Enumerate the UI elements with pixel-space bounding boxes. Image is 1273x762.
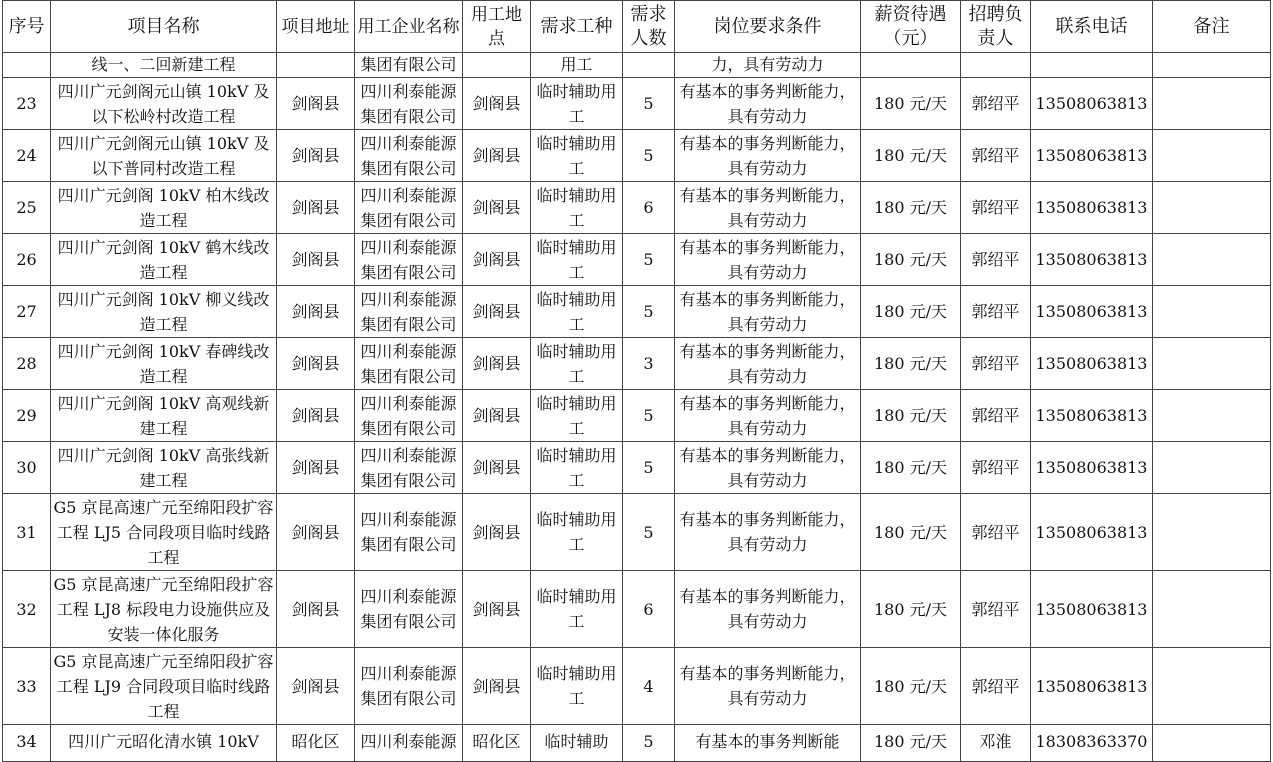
cell-no: 26 [3,234,51,286]
cell-salary: 180 元/天 [861,234,961,286]
cell-job: 临时辅助用工 [531,494,623,571]
cell-no: 25 [3,182,51,234]
header-project: 项目名称 [51,1,277,53]
cell-no: 34 [3,725,51,762]
cell-job: 临时辅助 [531,725,623,762]
cell-requirement: 有基本的事务判断能力，具有劳动力 [675,494,861,571]
header-job: 需求工种 [531,1,623,53]
cell-requirement: 有基本的事务判断能力，具有劳动力 [675,130,861,182]
table-row [3,130,1271,182]
cell-count: 6 [623,571,675,648]
cell-location: 剑阁县 [463,648,531,725]
cell-note [1153,53,1271,78]
cell-requirement: 有基本的事务判断能力，具有劳动力 [675,571,861,648]
cell-note [1153,338,1271,390]
cell-phone: 13508063813 [1031,571,1153,648]
cell-salary: 180 元/天 [861,494,961,571]
cell-note [1153,494,1271,571]
header-contact: 招聘负责人 [961,1,1031,53]
cell-project: 四川广元剑阁 10kV 高观线新建工程 [51,390,277,442]
table-row [3,78,1271,130]
cell-requirement: 力，具有劳动力 [675,53,861,78]
cell-project: G5 京昆高速广元至绵阳段扩容工程 LJ8 标段电力设施供应及安装一体化服务 [51,571,277,648]
cell-company: 四川利泰能源集团有限公司 [355,78,463,130]
cell-location: 昭化区 [463,725,531,762]
recruitment-table [2,0,1271,762]
cell-count [623,53,675,78]
cell-no: 23 [3,78,51,130]
cell-salary: 180 元/天 [861,130,961,182]
cell-project: 四川广元昭化清水镇 10kV [51,725,277,762]
cell-job: 临时辅助用工 [531,130,623,182]
cell-requirement: 有基本的事务判断能 [675,725,861,762]
header-no: 序号 [3,1,51,53]
cell-phone: 13508063813 [1031,648,1153,725]
cell-company: 四川利泰能源集团有限公司 [355,494,463,571]
cell-count: 5 [623,286,675,338]
cell-phone: 13508063813 [1031,338,1153,390]
table-row [3,494,1271,571]
cell-location: 剑阁县 [463,78,531,130]
cell-note [1153,78,1271,130]
cell-count: 3 [623,338,675,390]
header-location: 用工地点 [463,1,531,53]
cell-job: 用工 [531,53,623,78]
cell-no: 33 [3,648,51,725]
cell-project: 四川广元剑阁 10kV 高张线新建工程 [51,442,277,494]
cell-job: 临时辅助用工 [531,442,623,494]
table-row [3,442,1271,494]
cell-company: 四川利泰能源集团有限公司 [355,234,463,286]
cell-phone: 13508063813 [1031,78,1153,130]
cell-address: 剑阁县 [277,234,355,286]
cell-salary: 180 元/天 [861,182,961,234]
header-phone: 联系电话 [1031,1,1153,53]
cell-no: 27 [3,286,51,338]
cell-address: 剑阁县 [277,494,355,571]
cell-address: 剑阁县 [277,130,355,182]
cell-contact: 郭绍平 [961,234,1031,286]
cell-address: 剑阁县 [277,648,355,725]
cell-contact: 郭绍平 [961,78,1031,130]
cell-salary: 180 元/天 [861,571,961,648]
header-row [3,1,1271,53]
cell-project: 四川广元剑阁 10kV 柏木线改造工程 [51,182,277,234]
cell-contact: 郭绍平 [961,571,1031,648]
cell-count: 5 [623,390,675,442]
table-row [3,234,1271,286]
cell-location: 剑阁县 [463,182,531,234]
cell-project: 四川广元剑阁 10kV 鹤木线改造工程 [51,234,277,286]
cell-salary: 180 元/天 [861,442,961,494]
cell-company: 四川利泰能源集团有限公司 [355,390,463,442]
cell-contact: 郭绍平 [961,130,1031,182]
cell-company: 四川利泰能源集团有限公司 [355,442,463,494]
cell-contact: 郭绍平 [961,494,1031,571]
cell-contact: 郭绍平 [961,390,1031,442]
cell-company: 四川利泰能源 [355,725,463,762]
cell-project: G5 京昆高速广元至绵阳段扩容工程 LJ5 合同段项目临时线路工程 [51,494,277,571]
table-row-partial [3,725,1271,762]
cell-requirement: 有基本的事务判断能力，具有劳动力 [675,78,861,130]
table-row [3,182,1271,234]
cell-requirement: 有基本的事务判断能力，具有劳动力 [675,442,861,494]
cell-salary: 180 元/天 [861,78,961,130]
cell-job: 临时辅助用工 [531,78,623,130]
table-row [3,286,1271,338]
cell-phone: 13508063813 [1031,390,1153,442]
header-requirement: 岗位要求条件 [675,1,861,53]
cell-contact [961,53,1031,78]
cell-no: 28 [3,338,51,390]
cell-location: 剑阁县 [463,571,531,648]
cell-requirement: 有基本的事务判断能力，具有劳动力 [675,286,861,338]
cell-phone: 13508063813 [1031,286,1153,338]
cell-salary: 180 元/天 [861,286,961,338]
cell-no: 30 [3,442,51,494]
cell-no: 29 [3,390,51,442]
header-company: 用工企业名称 [355,1,463,53]
cell-project: 四川广元剑阁 10kV 春碑线改造工程 [51,338,277,390]
cell-address: 剑阁县 [277,571,355,648]
cell-note [1153,390,1271,442]
cell-job: 临时辅助用工 [531,390,623,442]
cell-location [463,53,531,78]
cell-requirement: 有基本的事务判断能力，具有劳动力 [675,338,861,390]
cell-requirement: 有基本的事务判断能力，具有劳动力 [675,390,861,442]
cell-phone: 13508063813 [1031,234,1153,286]
cell-address [277,53,355,78]
header-count: 需求人数 [623,1,675,53]
cell-salary [861,53,961,78]
cell-address: 剑阁县 [277,78,355,130]
cell-location: 剑阁县 [463,338,531,390]
cell-no: 31 [3,494,51,571]
cell-salary: 180 元/天 [861,648,961,725]
cell-count: 5 [623,78,675,130]
table-row [3,338,1271,390]
cell-count: 5 [623,130,675,182]
cell-contact: 郭绍平 [961,442,1031,494]
cell-address: 剑阁县 [277,338,355,390]
cell-address: 剑阁县 [277,390,355,442]
cell-note [1153,648,1271,725]
cell-address: 昭化区 [277,725,355,762]
table-body [3,53,1271,762]
table-row [3,390,1271,442]
cell-count: 5 [623,494,675,571]
cell-note [1153,571,1271,648]
cell-count: 5 [623,725,675,762]
cell-salary: 180 元/天 [861,338,961,390]
cell-company: 四川利泰能源集团有限公司 [355,182,463,234]
cell-contact: 郭绍平 [961,286,1031,338]
table-row [3,571,1271,648]
header-salary: 薪资待遇（元） [861,1,961,53]
cell-phone: 13508063813 [1031,442,1153,494]
cell-location: 剑阁县 [463,390,531,442]
cell-contact: 郭绍平 [961,648,1031,725]
cell-job: 临时辅助用工 [531,338,623,390]
cell-company: 四川利泰能源集团有限公司 [355,286,463,338]
cell-project: 四川广元剑阁元山镇 10kV 及以下普同村改造工程 [51,130,277,182]
cell-job: 临时辅助用工 [531,182,623,234]
cell-note [1153,234,1271,286]
cell-contact: 邓淮 [961,725,1031,762]
cell-location: 剑阁县 [463,234,531,286]
cell-contact: 郭绍平 [961,338,1031,390]
cell-company: 四川利泰能源集团有限公司 [355,648,463,725]
header-note: 备注 [1153,1,1271,53]
cell-job: 临时辅助用工 [531,286,623,338]
cell-project: 四川广元剑阁 10kV 柳义线改造工程 [51,286,277,338]
cell-location: 剑阁县 [463,130,531,182]
cell-phone: 13508063813 [1031,182,1153,234]
cell-project: 线一、二回新建工程 [51,53,277,78]
cell-count: 6 [623,182,675,234]
cell-company: 四川利泰能源集团有限公司 [355,571,463,648]
cell-job: 临时辅助用工 [531,648,623,725]
cell-company: 集团有限公司 [355,53,463,78]
cell-company: 四川利泰能源集团有限公司 [355,338,463,390]
header-address: 项目地址 [277,1,355,53]
cell-project: G5 京昆高速广元至绵阳段扩容工程 LJ9 合同段项目临时线路工程 [51,648,277,725]
cell-no: 32 [3,571,51,648]
cell-phone: 18308363370 [1031,725,1153,762]
cell-no: 24 [3,130,51,182]
cell-requirement: 有基本的事务判断能力，具有劳动力 [675,234,861,286]
cell-contact: 郭绍平 [961,182,1031,234]
cell-address: 剑阁县 [277,442,355,494]
cell-requirement: 有基本的事务判断能力，具有劳动力 [675,182,861,234]
cell-no [3,53,51,78]
cell-count: 4 [623,648,675,725]
cell-location: 剑阁县 [463,442,531,494]
cell-requirement: 有基本的事务判断能力，具有劳动力 [675,648,861,725]
cell-phone: 13508063813 [1031,130,1153,182]
table-row-partial [3,53,1271,78]
cell-job: 临时辅助用工 [531,234,623,286]
cell-address: 剑阁县 [277,286,355,338]
cell-note [1153,286,1271,338]
cell-note [1153,130,1271,182]
cell-location: 剑阁县 [463,286,531,338]
cell-salary: 180 元/天 [861,725,961,762]
cell-company: 四川利泰能源集团有限公司 [355,130,463,182]
cell-note [1153,725,1271,762]
cell-count: 5 [623,442,675,494]
cell-count: 5 [623,234,675,286]
cell-project: 四川广元剑阁元山镇 10kV 及以下松岭村改造工程 [51,78,277,130]
cell-location: 剑阁县 [463,494,531,571]
cell-job: 临时辅助用工 [531,571,623,648]
cell-note [1153,442,1271,494]
table-row [3,648,1271,725]
cell-address: 剑阁县 [277,182,355,234]
cell-note [1153,182,1271,234]
cell-phone: 13508063813 [1031,494,1153,571]
cell-salary: 180 元/天 [861,390,961,442]
cell-phone [1031,53,1153,78]
